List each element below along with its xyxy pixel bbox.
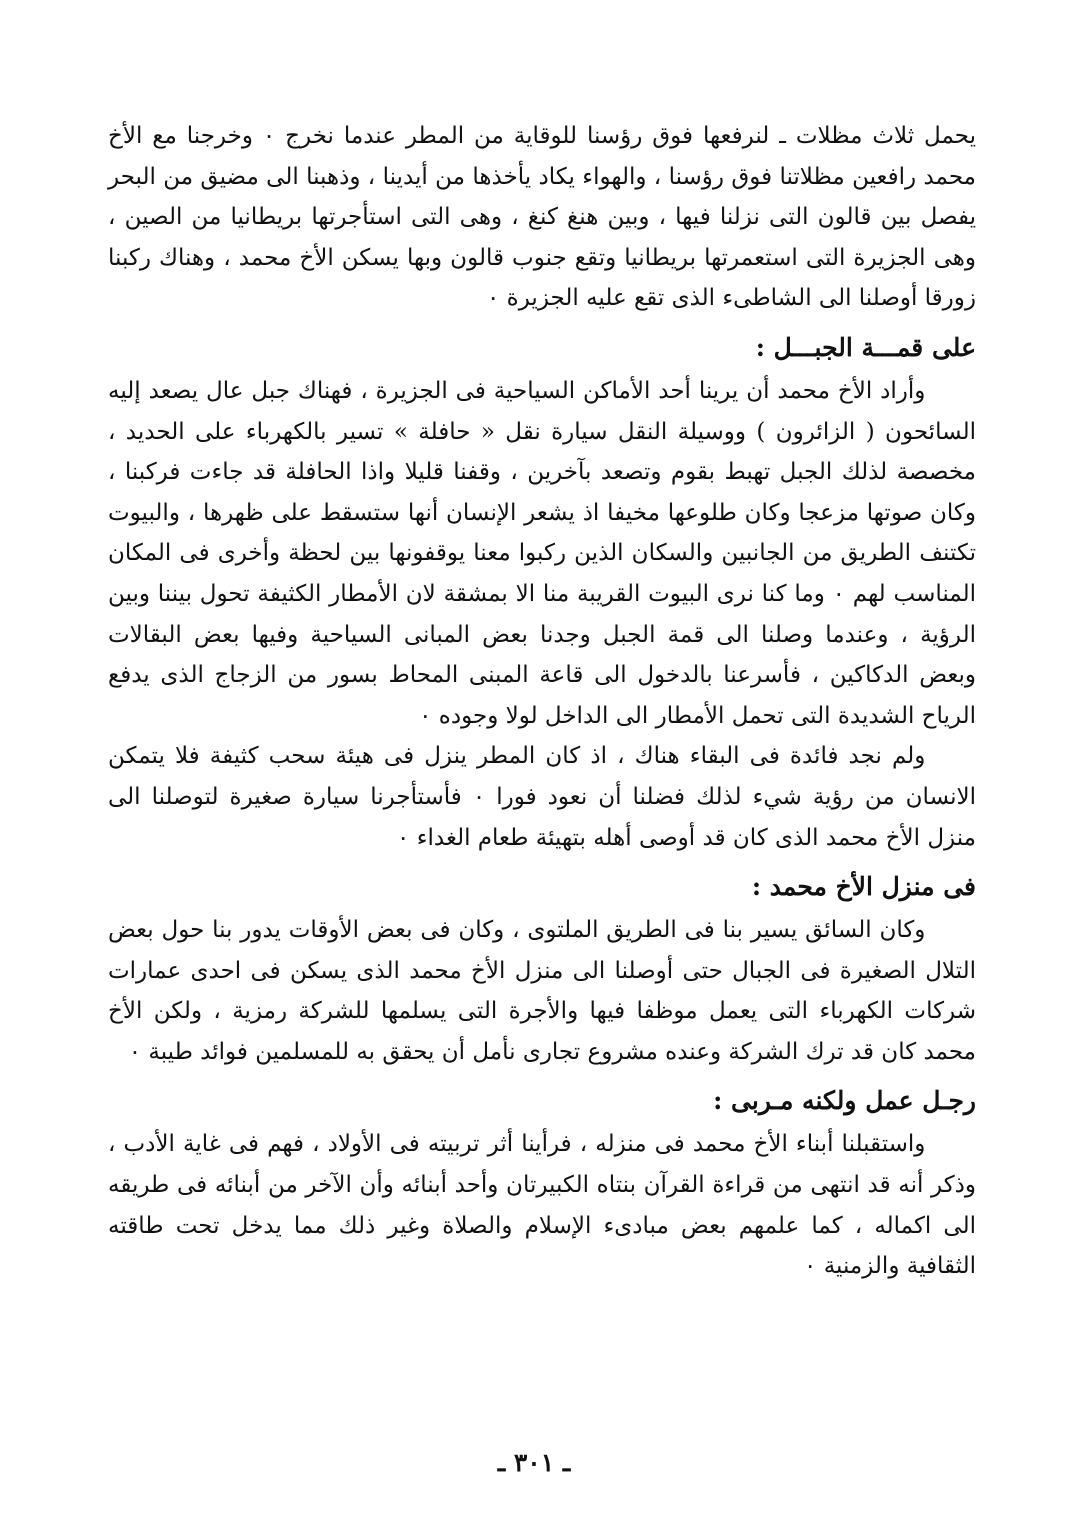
paragraph-4: وكان السائق يسير بنا فى الطريق الملتوى ، وكان فى بعض الأوقات يدور بنا حول بعض التلال الصغيرة فى الجبال حتى أوصلنا الى منزل الأخ محمد الذى يسكن فى احدى عمارات شركات الكهرباء التى يعمل موظفا فيها والأجرة التى يسلمها للشركة رمزية ، ولكن الأخ محمد كان قد ترك الشركة وعنده مشروع تجارى نأمل أن يحقق به للمسلمين فوائد طيبة ٠ <box>108 917 976 1065</box>
heading-mountain-top: على قمـــة الجبـــل : <box>755 332 976 362</box>
heading-brother-home: فى منزل الأخ محمد : <box>751 872 976 902</box>
paragraph-2: وأراد الأخ محمد أن يرينا أحد الأماكن السياحية فى الجزيرة ، فهناك جبل عال يصعد إليه السائحون ( الزائرون ) ووسيلة النقل سيارة نقل « حافلة » تسير بالكهرباء على الحديد ، مخصصة لذلك الجبل تهبط بقوم وتصعد بآخرين ، وقفنا قليلا واذا الحافلة قد جاءت فركبنا ، وكان صوتها مزعجا وكان طلوعها مخيفا اذ يشعر الإنسان أنها ستسقط على ظهرها ، والبيوت تكتنف الطريق من الجانبين والسكان الذين ركبوا معنا يوقفونها بين لحظة وأخرى فى المكان المناسب لهم ٠ وما كنا نرى البيوت القريبة منا الا بمشقة لان الأمطار الكثيفة تحول بيننا وبين الرؤية ، وعندما وصلنا الى قمة الجبل وجدنا بعض المبانى السياحية وفيها بعض البقالات وبعض الدكاكين ، فأسرعنا بالدخول الى قاعة المبنى المحاط بسور من الزجاج الذى يدفع الرياح الشديدة التى تحمل الأمطار الى الداخل لولا وجوده ٠ <box>108 377 976 729</box>
paragraph-5: واستقبلنا أبناء الأخ محمد فى منزله ، فرأينا أثر تربيته فى الأولاد ، فهم فى غاية الأدب ، وذكر أنه قد انتهى من قراءة القرآن بنتاه الكبيرتان وأحد أبنائه وأن الآخر من أبنائه فى طريقه الى اكماله ، كما علمهم بعض مبادىء الإسلام والصلاة وغير ذلك مما يدخل تحت طاقته الثقافية والزمنية ٠ <box>108 1131 976 1280</box>
paragraph-1: يحمل ثلاث مظلات ـ لنرفعها فوق رؤسنا للوقاية من المطر عندما نخرج ٠ وخرجنا مع الأخ محمد رافعين مظلاتنا فوق رؤسنا ، والهواء يكاد يأخذها من أيدينا ، وذهبنا الى مضيق من البحر يفصل بين قالون التى نزلنا فيها ، وبين هنغ كنغ ، وهى التى استأجرتها بريطانيا من الصين ، وهى الجزيرة التى استعمرتها بريطانيا وتقع جنوب قالون وبها يسكن الأخ محمد ، وهناك ركبنا زورقا أوصلنا الى الشاطىء الذى تقع عليه الجزيرة ٠ <box>108 123 977 312</box>
heading-man-of-work: رجـل عمل ولكنه مـربى : <box>713 1086 976 1116</box>
paragraph-3: ولم نجد فائدة فى البقاء هناك ، اذ كان المطر ينزل فى هيئة سحب كثيفة فلا يتمكن الانسان من رؤية شيء لذلك فضلنا أن نعود فورا ٠ فأستأجرنا سيارة صغيرة لتوصلنا الى منزل الأخ محمد الذى كان قد أوصى أهله بتهيئة طعام الغداء ٠ <box>108 743 976 851</box>
page-body <box>108 116 976 1287</box>
page-number: ـ ٣٠١ ـ <box>497 1448 571 1477</box>
